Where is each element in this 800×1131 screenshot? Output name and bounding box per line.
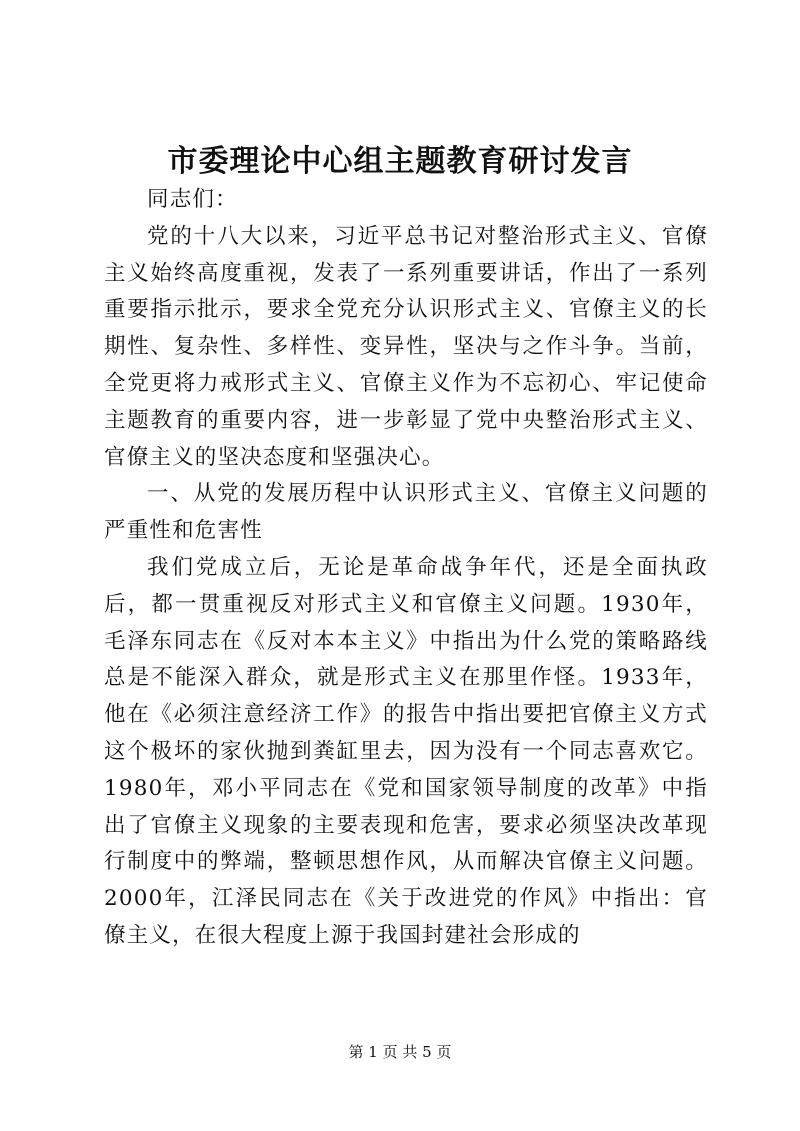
paragraph-history: 我们党成立后，无论是革命战争年代，还是全面执政后，都一贯重视反对形式主义和官僚主义问题。1930年，毛泽东同志在《反对本本主义》中指出为什么党的策略路线总是不能深入群众，就是形式主义在那里作怪。1933年，他在《必须注意经济工作》的报告中指出要把官僚主义方式这个极坏的家伙抛到粪缸里去，因为没有一个同志喜欢它。1980年，邓小平同志在《党和国家领导制度的改革》中指出了官僚主义现象的主要表现和危害，要求必须坚决改革现行制度中的弊端，整顿思想作风，从而解决官僚主义问题。2000年，江泽民同志在《关于改进党的作风》中指出：官僚主义，在很大程度上源于我国封建社会形成的 bbox=[104, 554, 708, 948]
paragraph-intro: 党的十八大以来，习近平总书记对整治形式主义、官僚主义始终高度重视，发表了一系列重要讲话，作出了一系列重要指示批示，要求全党充分认识形式主义、官僚主义的长期性、复杂性、多样性、变异性，坚决与之作斗争。当前，全党更将力戒形式主义、官僚主义作为不忘初心、牢记使命主题教育的重要内容，进一步彰显了党中央整治形式主义、官僚主义的坚决态度和坚强决心。 bbox=[104, 223, 708, 470]
section-heading-1: 一、从党的发展历程中认识形式主义、官僚主义问题的严重性和危害性 bbox=[104, 481, 708, 544]
document-body bbox=[104, 182, 708, 955]
page-footer: 第 1 页 共 5 页 bbox=[348, 1043, 452, 1061]
page-title: 市委理论中心组主题教育研讨发言 bbox=[167, 144, 633, 179]
salutation: 同志们： bbox=[147, 187, 238, 212]
